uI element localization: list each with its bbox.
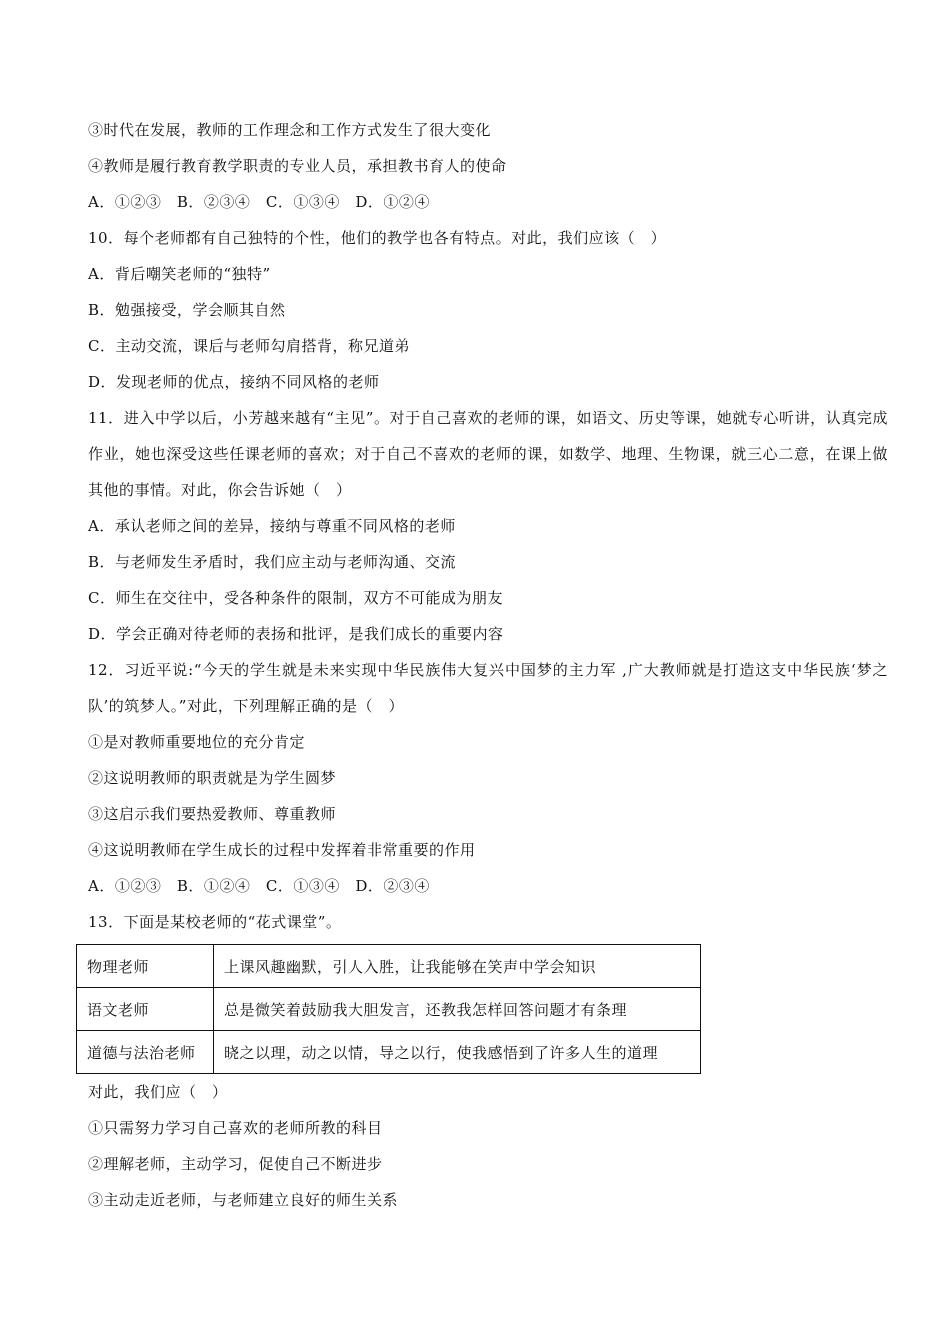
table-cell-subject: 语文老师 xyxy=(77,988,214,1031)
exam-content xyxy=(88,112,888,1218)
q12-statement-1: ①是对教师重要地位的充分肯定 xyxy=(88,733,306,751)
q9-statement-3: ③时代在发展，教师的工作理念和工作方式发生了很大变化 xyxy=(88,121,492,139)
q12-stem: 12．习近平说:“今天的学生就是未来实现中华民族伟大复兴中国梦的主力军 ,广大教师就是打造这支中华民族‘梦之队’的筑梦人。”对此，下列理解正确的是（ ） xyxy=(88,661,888,715)
q13-statement-3: ③主动走近老师，与老师建立良好的师生关系 xyxy=(88,1191,399,1209)
table-cell-subject: 物理老师 xyxy=(77,945,214,988)
q11-option-b: B．与老师发生矛盾时，我们应主动与老师沟通、交流 xyxy=(88,553,457,571)
table-cell-subject: 道德与法治老师 xyxy=(77,1031,214,1074)
table-cell-description: 晓之以理，动之以情，导之以行，使我感悟到了许多人生的道理 xyxy=(214,1031,701,1074)
q10-option-a: A．背后嘲笑老师的“独特” xyxy=(88,265,271,283)
q13-stem: 13．下面是某校老师的“花式课堂”。 xyxy=(88,913,342,931)
table-row xyxy=(77,945,701,988)
q10-stem: 10．每个老师都有自己独特的个性，他们的教学也各有特点。对此，我们应该（ ） xyxy=(88,229,667,247)
q12-statement-3: ③这启示我们要热爱教师、尊重教师 xyxy=(88,805,337,823)
q10-option-b: B．勉强接受，学会顺其自然 xyxy=(88,301,286,319)
teacher-table xyxy=(76,944,701,1074)
q12-statement-4: ④这说明教师在学生成长的过程中发挥着非常重要的作用 xyxy=(88,841,476,859)
q10-option-c: C．主动交流，课后与老师勾肩搭背，称兄道弟 xyxy=(88,337,410,355)
table-row xyxy=(77,988,701,1031)
q13-statement-2: ②理解老师，主动学习，促使自己不断进步 xyxy=(88,1155,383,1173)
q12-statement-2: ②这说明教师的职责就是为学生圆梦 xyxy=(88,769,337,787)
q11-stem: 11．进入中学以后，小芳越来越有“主见”。对于自己喜欢的老师的课，如语文、历史等课，她就专心听讲，认真完成作业，她也深受这些任课老师的喜欢；对于自己不喜欢的老师的课，如数学、地理、生物课，就三心二意，在课上做其他的事情。对此，你会告诉她（ ） xyxy=(88,409,888,499)
q11-option-c: C．师生在交往中，受各种条件的限制，双方不可能成为朋友 xyxy=(88,589,503,607)
q9-options: A．①②③ B．②③④ C．①③④ D．①②④ xyxy=(88,193,430,211)
table-row xyxy=(77,1031,701,1074)
table-cell-description: 总是微笑着鼓励我大胆发言，还教我怎样回答问题才有条理 xyxy=(214,988,701,1031)
q9-statement-4: ④教师是履行教育教学职责的专业人员，承担教书育人的使命 xyxy=(88,157,507,175)
q11-option-d: D．学会正确对待老师的表扬和批评，是我们成长的重要内容 xyxy=(88,625,504,643)
q10-option-d: D．发现老师的优点，接纳不同风格的老师 xyxy=(88,373,380,391)
table-cell-description: 上课风趣幽默，引人入胜，让我能够在笑声中学会知识 xyxy=(214,945,701,988)
q13-statement-1: ①只需努力学习自己喜欢的老师所教的科目 xyxy=(88,1119,383,1137)
q13-prompt: 对此，我们应（ ） xyxy=(88,1083,228,1101)
q11-option-a: A．承认老师之间的差异，接纳与尊重不同风格的老师 xyxy=(88,517,456,535)
q12-options: A．①②③ B．①②④ C．①③④ D．②③④ xyxy=(88,877,430,895)
